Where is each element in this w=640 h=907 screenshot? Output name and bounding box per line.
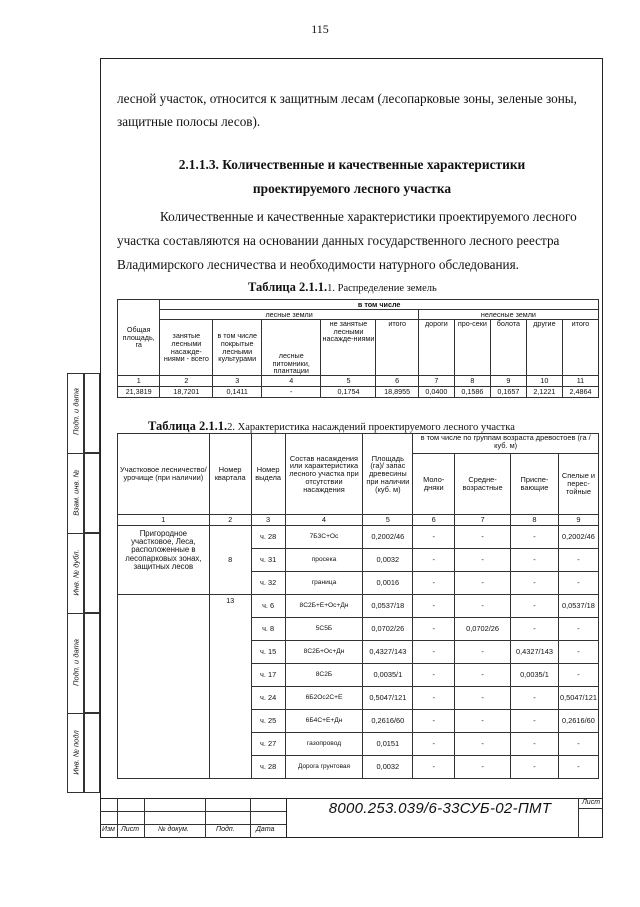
t1-num: 5 xyxy=(321,376,376,387)
stamp-izm-label: Изм xyxy=(102,826,115,833)
stamp-col-line xyxy=(286,798,287,838)
t2-pre: - xyxy=(511,595,559,618)
t2-mature: - xyxy=(558,641,598,664)
t1-header-incl: в том числе xyxy=(160,300,599,310)
t2-composition: граница xyxy=(285,572,363,595)
t1-col-header: итого xyxy=(376,320,418,376)
table-row xyxy=(118,595,599,618)
t2-header-area: Площадь (га)/ запас древесины при наличии (куб. м) xyxy=(363,434,413,515)
t1-value: 2,1221 xyxy=(526,387,562,398)
t2-forestry-empty xyxy=(118,595,210,779)
t2-area: 0,0032 xyxy=(363,756,413,779)
t1-num: 10 xyxy=(526,376,562,387)
t2-num: 8 xyxy=(511,515,559,526)
stamp-sheet-label: Лист xyxy=(582,799,601,806)
t2-composition: 7Б3С+Ос xyxy=(285,526,363,549)
sidebar-divider xyxy=(67,713,84,714)
t2-quarter: 8 xyxy=(209,526,251,595)
sidebar-sign-date-2: Подп. и дата xyxy=(71,639,81,686)
t2-num: 5 xyxy=(363,515,413,526)
table-row xyxy=(118,526,599,549)
t1-col-header: другие xyxy=(526,320,562,376)
t1-value: 18,8955 xyxy=(376,387,418,398)
t2-young: - xyxy=(413,549,455,572)
t2-section: ч. 31 xyxy=(251,549,285,572)
t1-col-header: в том числе покрытые лесными культурами xyxy=(213,320,262,376)
sidebar-cell xyxy=(84,533,100,613)
t2-composition: 6Б2Ос2С+Е xyxy=(285,687,363,710)
t1-num: 3 xyxy=(213,376,262,387)
t1-header-forest: лесные земли xyxy=(160,310,418,320)
stamp-row-line xyxy=(578,808,603,809)
t2-composition: 8С2Б+Е+Ос+Дн xyxy=(285,595,363,618)
stamp-col-line xyxy=(250,798,251,838)
t1-header-nonforest: нелесные земли xyxy=(418,310,598,320)
t2-forestry-name: Пригородное участковое, Леса, расположенные в лесопарковых зонах, защитных лесов xyxy=(118,526,210,595)
t2-section: ч. 17 xyxy=(251,664,285,687)
t2-section: ч. 25 xyxy=(251,710,285,733)
t1-value: 0,1586 xyxy=(454,387,490,398)
paragraph-line-1: Количественные и качественные характеристики проектируемого лесного xyxy=(160,209,577,224)
intro-line-1: лесной участок, относится к защитным лесам (лесопарковые зоны, зеленые зоны, xyxy=(117,91,577,106)
t2-young: - xyxy=(413,687,455,710)
t1-col-header: итого xyxy=(562,320,598,376)
t1-value: 21,3819 xyxy=(118,387,160,398)
t2-middle: - xyxy=(455,526,511,549)
t2-area: 0,4327/143 xyxy=(363,641,413,664)
sidebar-inv-orig: Инв. № подл xyxy=(71,730,81,775)
t2-pre: - xyxy=(511,526,559,549)
table1-caption-num: Таблица 2.1.1. xyxy=(248,280,328,294)
t2-composition: 5С5Б xyxy=(285,618,363,641)
t1-num: 7 xyxy=(418,376,454,387)
t2-middle: - xyxy=(455,664,511,687)
stamp-list-label: Лист xyxy=(121,826,140,833)
t1-value: 2,4864 xyxy=(562,387,598,398)
t2-middle: - xyxy=(455,710,511,733)
t1-num: 2 xyxy=(160,376,213,387)
t2-pre: - xyxy=(511,710,559,733)
t2-quarter: 13 xyxy=(209,595,251,779)
t2-area: 0,0035/1 xyxy=(363,664,413,687)
t2-young: - xyxy=(413,733,455,756)
stamp-sign-label: Подп. xyxy=(216,826,235,833)
stamp-date-label: Дата xyxy=(256,826,275,833)
sidebar-cell xyxy=(84,713,100,793)
t2-middle: - xyxy=(455,572,511,595)
t2-composition: просека xyxy=(285,549,363,572)
t1-value: - xyxy=(262,387,321,398)
t2-num: 1 xyxy=(118,515,210,526)
t1-num: 4 xyxy=(262,376,321,387)
t1-header-total: Общая площадь, га xyxy=(118,300,160,376)
t2-pre: - xyxy=(511,756,559,779)
paragraph-line-3: Владимирского лесничества и необходимости натурного обследования. xyxy=(117,257,519,272)
t1-num: 6 xyxy=(376,376,418,387)
t2-composition: Дорога грунтовая xyxy=(285,756,363,779)
t2-composition: 6Б4С+Е+Дн xyxy=(285,710,363,733)
t2-header-groups: в том числе по группам возраста древостоев (га /куб. м) xyxy=(413,434,599,454)
t2-mature: - xyxy=(558,618,598,641)
t2-header-middle: Средне-возрастные xyxy=(455,454,511,515)
table1-caption xyxy=(248,280,437,295)
t2-section: ч. 24 xyxy=(251,687,285,710)
sidebar-cell xyxy=(84,373,100,453)
stamp-col-line xyxy=(117,798,118,838)
t2-pre: 0,0035/1 xyxy=(511,664,559,687)
t1-value: 0,1411 xyxy=(213,387,262,398)
t2-young: - xyxy=(413,526,455,549)
section-heading-line-1: 2.1.1.3. Количественные и качественные характеристики xyxy=(178,157,526,172)
t2-composition: 8С2Б+Ос+Дн xyxy=(285,641,363,664)
t1-value: 0,1657 xyxy=(490,387,526,398)
t2-middle: - xyxy=(455,549,511,572)
t2-num: 6 xyxy=(413,515,455,526)
t2-area: 0,0016 xyxy=(363,572,413,595)
t1-value: 0,0400 xyxy=(418,387,454,398)
sidebar-divider xyxy=(67,453,84,454)
t2-area: 0,0537/18 xyxy=(363,595,413,618)
t2-mature: - xyxy=(558,549,598,572)
t2-middle: - xyxy=(455,641,511,664)
t2-middle: - xyxy=(455,595,511,618)
t2-area: 0,5047/121 xyxy=(363,687,413,710)
table2-caption-text: 2. Характеристика насаждений проектируемого лесного участка xyxy=(227,422,515,433)
t2-middle: - xyxy=(455,733,511,756)
document-code: 8000.253.039/6-33СУБ-02-ПМТ xyxy=(328,800,552,817)
land-distribution-table xyxy=(117,299,599,398)
table2-caption xyxy=(148,419,515,434)
t1-num: 9 xyxy=(490,376,526,387)
t2-section: ч. 15 xyxy=(251,641,285,664)
stands-characteristic-table xyxy=(117,433,599,779)
stamp-top-line xyxy=(100,798,603,799)
table2-caption-num: Таблица 2.1.1. xyxy=(148,419,228,433)
t2-area: 0,2616/60 xyxy=(363,710,413,733)
t2-middle: 0,0702/26 xyxy=(455,618,511,641)
sidebar-divider xyxy=(67,613,84,614)
t2-section: ч. 27 xyxy=(251,733,285,756)
t2-middle: - xyxy=(455,756,511,779)
sidebar-cell xyxy=(84,613,100,713)
t2-mature: 0,5047/121 xyxy=(558,687,598,710)
t2-section: ч. 6 xyxy=(251,595,285,618)
t2-young: - xyxy=(413,572,455,595)
t1-col-header: дороги xyxy=(418,320,454,376)
t1-num: 8 xyxy=(454,376,490,387)
sidebar-sign-date: Подп. и дата xyxy=(71,388,81,435)
t2-pre: - xyxy=(511,618,559,641)
page-number: 115 xyxy=(311,22,329,36)
t2-section: ч. 28 xyxy=(251,526,285,549)
t2-section: ч. 8 xyxy=(251,618,285,641)
t1-col-header: лесные питомники, плантации xyxy=(262,320,321,376)
t2-mature: - xyxy=(558,733,598,756)
t2-mature: 0,2616/60 xyxy=(558,710,598,733)
t1-num: 11 xyxy=(562,376,598,387)
t2-mature: - xyxy=(558,664,598,687)
t2-pre: 0,4327/143 xyxy=(511,641,559,664)
t2-num: 3 xyxy=(251,515,285,526)
t2-mature: 0,0537/18 xyxy=(558,595,598,618)
t2-header-mature: Спелые и перес-тойные xyxy=(558,454,598,515)
t2-num: 7 xyxy=(455,515,511,526)
paragraph-line-2: участка составляются на основании данных государственного лесного реестра xyxy=(117,233,560,248)
t2-header-composition: Состав насаждения или характеристика лесного участка при отсутствии насаждения xyxy=(285,434,363,515)
stamp-doc-label: № докум. xyxy=(158,826,189,833)
t2-section: ч. 32 xyxy=(251,572,285,595)
stamp-row-line xyxy=(100,824,286,825)
t2-middle: - xyxy=(455,687,511,710)
t2-pre: - xyxy=(511,687,559,710)
t2-num: 9 xyxy=(558,515,598,526)
t2-area: 0,2002/46 xyxy=(363,526,413,549)
t2-area: 0,0151 xyxy=(363,733,413,756)
t2-num: 2 xyxy=(209,515,251,526)
t1-value: 0,1754 xyxy=(321,387,376,398)
t2-header-pre: Приспе-вающие xyxy=(511,454,559,515)
t2-header-section: Номер выдела xyxy=(251,434,285,515)
table1-caption-text: 1. Распределение земель xyxy=(327,283,437,294)
t2-mature: - xyxy=(558,572,598,595)
sidebar-divider xyxy=(67,533,84,534)
t2-num: 4 xyxy=(285,515,363,526)
t2-young: - xyxy=(413,710,455,733)
t2-young: - xyxy=(413,664,455,687)
sidebar-inv-no-dup: Инв. № дубл. xyxy=(71,549,81,596)
t1-num: 1 xyxy=(118,376,160,387)
intro-line-2: защитные полосы лесов). xyxy=(117,114,261,129)
stamp-row-line xyxy=(100,811,286,812)
t1-col-header: не занятые лесными насажде-ниями xyxy=(321,320,376,376)
t2-pre: - xyxy=(511,572,559,595)
stamp-col-line xyxy=(205,798,206,838)
t2-pre: - xyxy=(511,549,559,572)
t2-composition: газопровод xyxy=(285,733,363,756)
t1-col-header: болота xyxy=(490,320,526,376)
stamp-col-line xyxy=(144,798,145,838)
sidebar-cell xyxy=(84,453,100,533)
t2-young: - xyxy=(413,641,455,664)
t2-mature: 0,2002/46 xyxy=(558,526,598,549)
t2-young: - xyxy=(413,595,455,618)
t2-header-young: Моло-дняки xyxy=(413,454,455,515)
t2-composition: 8С2Б xyxy=(285,664,363,687)
t2-area: 0,0032 xyxy=(363,549,413,572)
t2-area: 0,0702/26 xyxy=(363,618,413,641)
t1-col-header: занятые лесными насажде-ниями - всего xyxy=(160,320,213,376)
t1-col-header: про-секи xyxy=(454,320,490,376)
t2-header-quarter: Номер квартала xyxy=(209,434,251,515)
section-heading-line-2: проектируемого лесного участка xyxy=(252,181,452,196)
t2-header-forestry: Участковое лесничество/ урочище (при наличии) xyxy=(118,434,210,515)
t2-young: - xyxy=(413,756,455,779)
t2-pre: - xyxy=(511,733,559,756)
t1-value: 18,7201 xyxy=(160,387,213,398)
t2-young: - xyxy=(413,618,455,641)
sidebar-inv-dup: Взам. инв. № xyxy=(71,469,81,516)
t2-mature: - xyxy=(558,756,598,779)
t2-section: ч. 28 xyxy=(251,756,285,779)
